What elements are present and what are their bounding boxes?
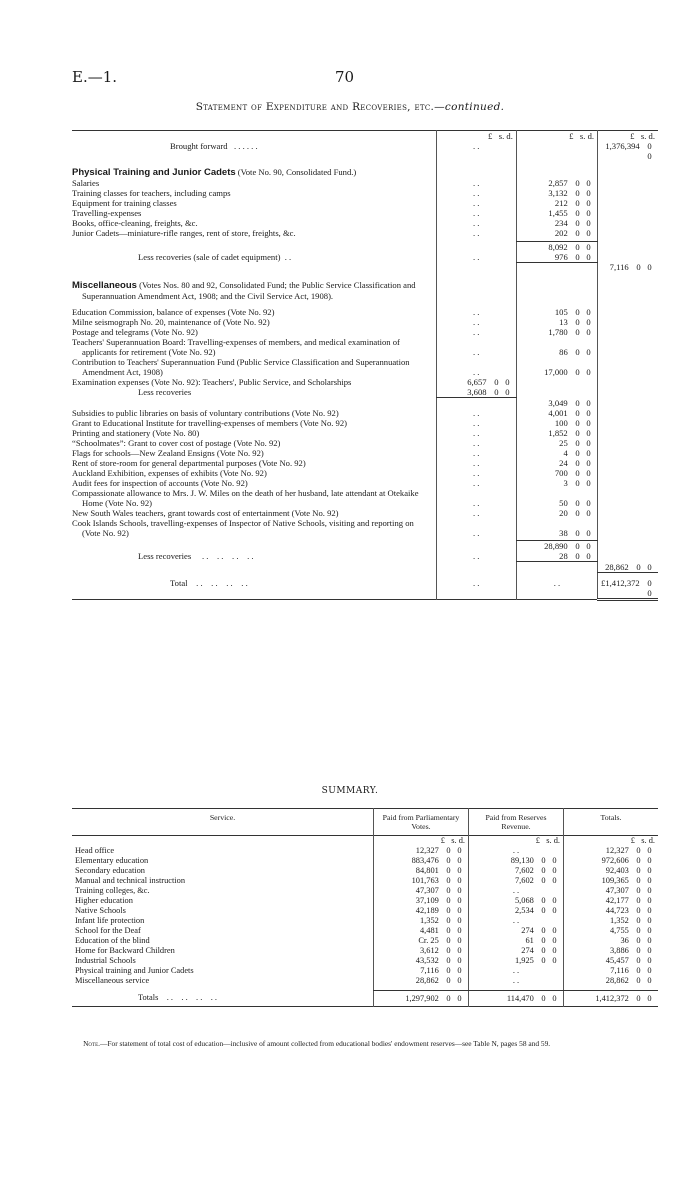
physical-item-label: Books, office-cleaning, freights, &c. bbox=[72, 218, 198, 228]
physical-item-label: Training classes for teachers, including camps bbox=[72, 188, 231, 198]
amount: 101,763 bbox=[411, 876, 439, 885]
miscellaneous-heading: Miscellaneous (Votes Nos. 80 and 92, Consolidated Fund; the Public Service Classification and Superannuation Amendment Act, 1908; and the Civil Service Act, 1908). bbox=[72, 280, 658, 301]
summary-row: Higher education 37,109 0 0 5,068 0 0 42,177 0 0 bbox=[72, 896, 658, 906]
amount: 5,068 bbox=[514, 896, 534, 905]
misc-recoveries-row: Less recoveries . . . . . . . . . . 28 0 0 bbox=[72, 551, 658, 562]
amount: Cr. 25 bbox=[418, 936, 439, 945]
misc-item-label: Rent of store-room for general departmental purposes (Vote No. 92) bbox=[72, 457, 306, 468]
misc-item-row: Education Commission, balance of expenses (Vote No. 92) . . 105 0 0 bbox=[72, 307, 658, 317]
amount: 1,455 bbox=[548, 208, 568, 218]
amount: 202 bbox=[554, 228, 568, 238]
summary-service: School for the Deaf bbox=[75, 926, 141, 935]
summary-service: Home for Backward Children bbox=[75, 946, 175, 955]
misc-item-label: “Schoolmates”: Grant to cover cost of postage (Vote No. 92) bbox=[72, 437, 281, 448]
amount: 109,365 bbox=[601, 876, 629, 885]
misc-item-row: Auckland Exhibition, expenses of exhibits (Vote No. 92) . . 700 0 0 bbox=[72, 468, 658, 478]
amount: 47,307 bbox=[415, 886, 439, 895]
summary-service: Training colleges, &c. bbox=[75, 886, 150, 895]
summary-header-service: Service. bbox=[209, 813, 236, 822]
misc-item-row: Flags for schools—New Zealand Ensigns (Vote No. 92) . . 4 0 0 bbox=[72, 448, 658, 458]
expenditure-table-container bbox=[72, 130, 658, 601]
summary-row: Elementary education 883,476 0 0 89,130 0 0 972,606 0 0 bbox=[72, 856, 658, 866]
summary-row: Training colleges, &c. 47,307 0 0 . . 47,307 0 0 bbox=[72, 886, 658, 896]
amount: 43,532 bbox=[415, 956, 439, 965]
amount: 28,862 bbox=[605, 976, 629, 985]
summary-totals-row: Totals . . . . . . . . 1,297,902 0 0 114,470 0 0 1,412,372 0 0 bbox=[72, 990, 658, 1007]
amount: 1,352 bbox=[419, 916, 439, 925]
amount: 972,606 bbox=[601, 856, 629, 865]
exam-recoveries-row: Less recoveries 3,608 0 0 bbox=[72, 387, 658, 398]
amount: 38 bbox=[559, 527, 568, 538]
misc-item-label: Milne seismograph No. 20, maintenance of (Vote No. 92) bbox=[72, 317, 270, 327]
summary-service: Higher education bbox=[75, 896, 133, 905]
grand-total-amount: £1,412,372 bbox=[601, 578, 640, 588]
summary-service: Secondary education bbox=[75, 866, 145, 875]
exam-net-row: 3,049 0 0 bbox=[72, 398, 658, 408]
misc-item-row: “Schoolmates”: Grant to cover cost of postage (Vote No. 92) . . 25 0 0 bbox=[72, 438, 658, 448]
page-number: 70 bbox=[335, 68, 355, 86]
summary-row: Manual and technical instruction 101,763 0 0 7,602 0 0 109,365 0 0 bbox=[72, 876, 658, 886]
summary-service: Elementary education bbox=[75, 856, 149, 865]
amount: 883,476 bbox=[411, 856, 439, 865]
physical-recoveries-row: Less recoveries (sale of cadet equipment) . . . . 976 0 0 bbox=[72, 252, 658, 263]
misc-net-row: 28,862 0 0 bbox=[72, 562, 658, 573]
amount: 25 bbox=[559, 437, 568, 448]
misc-subtotal-row: 28,890 0 0 bbox=[72, 541, 658, 552]
amount: 24 bbox=[559, 457, 568, 468]
summary-service: Miscellaneous service bbox=[75, 976, 150, 985]
amount: 44,723 bbox=[605, 906, 629, 915]
misc-item-row: New South Wales teachers, grant towards cost of entertainment (Vote No. 92) . . 20 0 0 bbox=[72, 508, 658, 518]
statement-title bbox=[0, 101, 700, 113]
amount: 50 bbox=[559, 497, 568, 508]
amount: 234 bbox=[554, 218, 568, 228]
amount: 42,189 bbox=[415, 906, 439, 915]
misc-item-row: Compassionate allowance to Mrs. J. W. Miles on the death of her husband, late attendant at Otekaike Home (Vote No. 92) . . 50 0 0 bbox=[72, 488, 658, 508]
physical-item-label: Junior Cadets—miniature-rifle ranges, rent of store, freights, &c. bbox=[72, 228, 296, 238]
amount: 89,130 bbox=[510, 856, 534, 865]
amount: 3,132 bbox=[548, 188, 568, 198]
amount: 274 bbox=[521, 946, 534, 955]
summary-row: Home for Backward Children 3,612 0 0 274 0 0 3,886 0 0 bbox=[72, 946, 658, 956]
physical-item-label: Travelling-expenses bbox=[72, 208, 142, 218]
misc-item-row: Teachers' Superannuation Board: Travelling-expenses of members, and medical examination of applicants for retirement (Vote No. 92) . . 86 0 0 bbox=[72, 337, 658, 357]
amount: 37,109 bbox=[415, 896, 439, 905]
misc-item-label: New South Wales teachers, grant towards cost of entertainment (Vote No. 92) bbox=[72, 507, 339, 518]
summary-header-votes: Paid from Parliamentary Votes. bbox=[374, 809, 469, 836]
misc-item-label: Subsidies to public libraries on basis of voluntary contributions (Vote No. 92) bbox=[72, 407, 339, 418]
amount: 3 bbox=[563, 477, 568, 488]
misc-item-row: Contribution to Teachers' Superannuation Fund (Public Service Classification and Superannuation Amendment Act, 1908) . . 17,000 0 0 bbox=[72, 357, 658, 377]
summary-service: Industrial Schools bbox=[75, 956, 136, 965]
misc-item-row: Rent of store-room for general departmental purposes (Vote No. 92) . . 24 0 0 bbox=[72, 458, 658, 468]
amount: 7,602 bbox=[514, 866, 534, 875]
document-reference: E.—1. bbox=[72, 68, 118, 86]
physical-net-row: 7,116 0 0 bbox=[72, 262, 658, 272]
summary-row: Education of the blind Cr. 25 0 0 61 0 0 36 0 0 bbox=[72, 936, 658, 946]
title-continued: continued. bbox=[444, 101, 505, 113]
exam-expenses-row: Examination expenses (Vote No. 92): Teachers', Public Service, and Scholarships 6,657 0 0 bbox=[72, 377, 658, 387]
amount: 4,001 bbox=[548, 407, 568, 418]
misc-item-label: Grant to Educational Institute for travelling-expenses of members (Vote No. 92) bbox=[72, 417, 348, 428]
summary-row: Infant life protection 1,352 0 0 . . 1,352 0 0 bbox=[72, 916, 658, 926]
amount: 3,886 bbox=[609, 946, 629, 955]
amount: 4,481 bbox=[419, 926, 439, 935]
amount: 28,862 bbox=[415, 976, 439, 985]
summary-service: Head office bbox=[75, 846, 115, 855]
summary-row: Native Schools 42,189 0 0 2,534 0 0 44,723 0 0 bbox=[72, 906, 658, 916]
amount: 105 bbox=[554, 307, 568, 317]
physical-training-heading: Physical Training and Junior Cadets (Vote No. 90, Consolidated Fund.) bbox=[72, 167, 658, 178]
amount: 7,602 bbox=[514, 876, 534, 885]
physical-item-label: Salaries bbox=[72, 178, 100, 188]
amount: 86 bbox=[559, 347, 568, 357]
amount: 4,755 bbox=[609, 926, 629, 935]
amount: 1,852 bbox=[548, 427, 568, 438]
misc-item-row: Subsidies to public libraries on basis of voluntary contributions (Vote No. 92) . . 4,001 0 0 bbox=[72, 408, 658, 418]
grand-total-row: Total . . . . . . . . . . . . £1,412,372 00 bbox=[72, 578, 658, 600]
summary-service: Manual and technical instruction bbox=[75, 876, 186, 885]
summary-table: Service. Paid from Parliamentary Votes. Paid from Reserves Revenue. Totals. £ s. d. £ s. d. £ s. d. Head office 12,327 0 0 . . 12,327 0 0 Elementary education 883,476 0 0 89,130 0 0 972,606 0 0 Secondary education 84,801 0 0 7,602 0 0 92,403 0 0 Manual and technical instruction 101,763 0 0 7,602 0 0 109,365 0 0 Training colleges, &c. 47,307 0 0 . . 47,307 0 0 Higher education 37,109 0 0 5,068 0 0 42,177 0 0 Native Schools 42,189 0 0 2,534 0 0 44,723 0 0 Infant life protection 1,352 0 0 . . 1,352 0 0 School for the Deaf 4,481 0 0 274 0 0 4,755 0 0 Education of the blind Cr. 25 0 0 61 0 0 36 0 0 Home for Backward Children 3,612 0 0 274 0 0 3,886 0 0 Industrial Schools 43,532 0 0 1,925 0 0 45,457 0 0 Physical training and Junior Cadets 7,116 0 0 . . 7,116 0 0 Miscellaneous service 28,862 0 0 . . 28,862 0 0 Totals . . . . . . . . 1,297,902 0 0 114,470 0 0 1,412,372 0 0 bbox=[72, 808, 658, 1007]
misc-item-row: Cook Islands Schools, travelling-expenses of Inspector of Native Schools, visiting and reporting on (Vote No. 92) . . 38 0 0 bbox=[72, 518, 658, 538]
amount: 1,780 bbox=[548, 327, 568, 337]
misc-item-row: Grant to Educational Institute for travelling-expenses of members (Vote No. 92) . . 100 0 0 bbox=[72, 418, 658, 428]
amount: 45,457 bbox=[605, 956, 629, 965]
summary-row: School for the Deaf 4,481 0 0 274 0 0 4,755 0 0 bbox=[72, 926, 658, 936]
amount: 12,327 bbox=[415, 846, 439, 855]
summary-row: Industrial Schools 43,532 0 0 1,925 0 0 45,457 0 0 bbox=[72, 956, 658, 966]
physical-item-row: Books, office-cleaning, freights, &c. . . 234 0 0 bbox=[72, 218, 658, 228]
misc-item-label: Compassionate allowance to Mrs. J. W. Miles on the death of her husband, late attendant at Otekaike Home (Vote No. 92) bbox=[72, 487, 419, 508]
amount: 7,116 bbox=[420, 966, 439, 975]
amount: 212 bbox=[554, 198, 568, 208]
misc-item-label: Education Commission, balance of expenses (Vote No. 92) bbox=[72, 307, 275, 317]
physical-item-row: Salaries . . 2,857 0 0 bbox=[72, 178, 658, 188]
misc-item-row: Postage and telegrams (Vote No. 92) . . 1,780 0 0 bbox=[72, 327, 658, 337]
misc-item-label: Cook Islands Schools, travelling-expenses of Inspector of Native Schools, visiting and reporting on (Vote No. 92) bbox=[72, 517, 414, 538]
amount: 3,612 bbox=[419, 946, 439, 955]
amount: 17,000 bbox=[544, 367, 568, 377]
amount: 7,116 bbox=[610, 966, 629, 975]
summary-title: SUMMARY. bbox=[321, 786, 379, 796]
summary-row: Physical training and Junior Cadets 7,116 0 0 . . 7,116 0 0 bbox=[72, 966, 658, 976]
misc-item-row: Printing and stationery (Vote No. 80) . . 1,852 0 0 bbox=[72, 428, 658, 438]
brought-forward-row: Brought forward . . . . . . . . 1,376,394 00 bbox=[72, 141, 658, 161]
amount: 2,534 bbox=[514, 906, 534, 915]
amount: 700 bbox=[554, 467, 568, 478]
physical-item-row: Junior Cadets—miniature-rifle ranges, rent of store, freights, &c. . . 202 0 0 bbox=[72, 228, 658, 238]
misc-item-label: Auckland Exhibition, expenses of exhibits (Vote No. 92) bbox=[72, 467, 267, 478]
physical-item-row: Travelling-expenses . . 1,455 0 0 bbox=[72, 208, 658, 218]
amount: 1,352 bbox=[609, 916, 629, 925]
summary-service: Physical training and Junior Cadets bbox=[75, 966, 194, 975]
amount: 42,177 bbox=[605, 896, 629, 905]
misc-item-label: Printing and stationery (Vote No. 80) bbox=[72, 427, 200, 438]
misc-item-label: Postage and telegrams (Vote No. 92) bbox=[72, 327, 198, 337]
physical-item-label: Equipment for training classes bbox=[72, 198, 177, 208]
summary-service: Infant life protection bbox=[75, 916, 145, 925]
misc-item-label: Teachers' Superannuation Board: Travelling-expenses of members, and medical examination of applicants for retirement (Vote No. 92) bbox=[72, 337, 400, 357]
amount: 12,327 bbox=[605, 846, 629, 855]
amount: 20 bbox=[559, 507, 568, 518]
physical-subtotal-row: 8,092 0 0 bbox=[72, 241, 658, 252]
amount: 4 bbox=[563, 447, 568, 458]
summary-service: Education of the blind bbox=[75, 936, 150, 945]
misc-item-label: Flags for schools—New Zealand Ensigns (Vote No. 92) bbox=[72, 447, 264, 458]
expenditure-table: £ s. d. £ s. d. £ s. d. Brought forward . . . . . . . . 1,376,394 00 Physical Training and Junior Cadets (Vote No. 90, Consolidated Fund.) Salaries . . 2,857 0 0 Training classes for teachers, including camps . . 3,132 0 0 Equipment for training classes . . 212 0 0 Travelling-expenses . . 1,455 0 0 Books, office-cleaning, freights, &c. . . 234 0 0 Junior Cadets—miniature-rifle ranges, rent of store, freights, &c. . . 202 0 0 8,092 0 0 Less recoveries (sale of cadet equipment) . . . . 976 0 0 7,116 0 0 Miscellaneous (Votes Nos. 80 and 92, Consolidated Fund; the Public Service Classification and Superannuation Amendment Act, 1908; and the Civil Service Act, 1908). Education Commission, balance of expenses (Vote No. 92) . . 105 0 0 Milne seismograph No. 20, maintenance of (Vote No. 92) . . 13 0 0 Postage and telegrams (Vote No. 92) . . 1,780 0 0 Teachers' Superannuation Board: Travelling-expenses of members, and medical examination of applicants for retirement (Vote No. 92) . . 86 0 0 Contribution to Teachers' Superannuation Fund (Public Service Classification and Superannuation Amendment Act, 1908) . . 17,000 0 0 Examination expenses (Vote No. 92): Teachers', Public Service, and Scholarships 6,657 0 0 Less recoveries 3,608 0 0 3,049 0 0 Subsidies to public libraries on basis of voluntary contributions (Vote No. 92) . . 4,001 0 0 Grant to Educational Institute for travelling-expenses of members (Vote No. 92) . . 100 0 0 Printing and stationery (Vote No. 80) . . 1,852 0 0 “Schoolmates”: Grant to cover cost of postage (Vote No. 92) . . 25 0 0 Flags for schools—New Zealand Ensigns (Vote No. 92) . . 4 0 0 Rent of store-room for general departmental purposes (Vote No. 92) . . 24 0 0 Auckland Exhibition, expenses of exhibits (Vote No. 92) . . 700 0 0 Audit fees for inspection of accounts (Vote No. 92) . . 3 0 0 Compassionate allowance to Mrs. J. W. Miles on the death of her husband, late attendant at Otekaike Home (Vote No. 92) . . 50 0 0 New South Wales teachers, grant towards cost of entertainment (Vote No. 92) . . 20 0 0 Cook Islands Schools, travelling-expenses of Inspector of Native Schools, visiting and reporting on (Vote No. 92) . . 38 0 0 28,890 0 0 Less recoveries . . . . . . . . . . 28 0 0 28,862 0 0 Total . . . . . . . . . . . . £1,412,372 00 bbox=[72, 130, 658, 601]
amount: 274 bbox=[521, 926, 534, 935]
amount: 92,403 bbox=[605, 866, 629, 875]
amount: 84,801 bbox=[415, 866, 439, 875]
summary-header-totals: Totals. bbox=[564, 809, 659, 836]
amount: 13 bbox=[559, 317, 568, 327]
physical-item-row: Training classes for teachers, including camps . . 3,132 0 0 bbox=[72, 188, 658, 198]
misc-item-label: Audit fees for inspection of accounts (Vote No. 92) bbox=[72, 477, 248, 488]
physical-item-row: Equipment for training classes . . 212 0 0 bbox=[72, 198, 658, 208]
footnote: Note.—For statement of total cost of education—inclusive of amount collected from educational bodies' endowment reserves—see Table N, pages 58 and 59. bbox=[83, 1039, 551, 1048]
amount: 61 bbox=[525, 936, 534, 945]
title-main: Statement of Expenditure and Recoveries, etc.— bbox=[195, 101, 445, 113]
summary-service: Native Schools bbox=[75, 906, 126, 915]
amount: 1,925 bbox=[514, 956, 534, 965]
amount: 47,307 bbox=[605, 886, 629, 895]
summary-header-reserves: Paid from Reserves Revenue. bbox=[469, 809, 564, 836]
misc-item-row: Milne seismograph No. 20, maintenance of (Vote No. 92) . . 13 0 0 bbox=[72, 317, 658, 327]
misc-item-label: Contribution to Teachers' Superannuation Fund (Public Service Classification and Superannuation Amendment Act, 1908) bbox=[72, 357, 410, 377]
summary-row: Miscellaneous service 28,862 0 0 . . 28,862 0 0 bbox=[72, 976, 658, 986]
amount: 36 bbox=[620, 936, 629, 945]
amount: 100 bbox=[554, 417, 568, 428]
summary-row: Secondary education 84,801 0 0 7,602 0 0 92,403 0 0 bbox=[72, 866, 658, 876]
misc-item-row: Audit fees for inspection of accounts (Vote No. 92) . . 3 0 0 bbox=[72, 478, 658, 488]
amount: 2,857 bbox=[548, 178, 568, 188]
summary-table-container bbox=[72, 808, 658, 1007]
summary-row: Head office 12,327 0 0 . . 12,327 0 0 bbox=[72, 846, 658, 856]
